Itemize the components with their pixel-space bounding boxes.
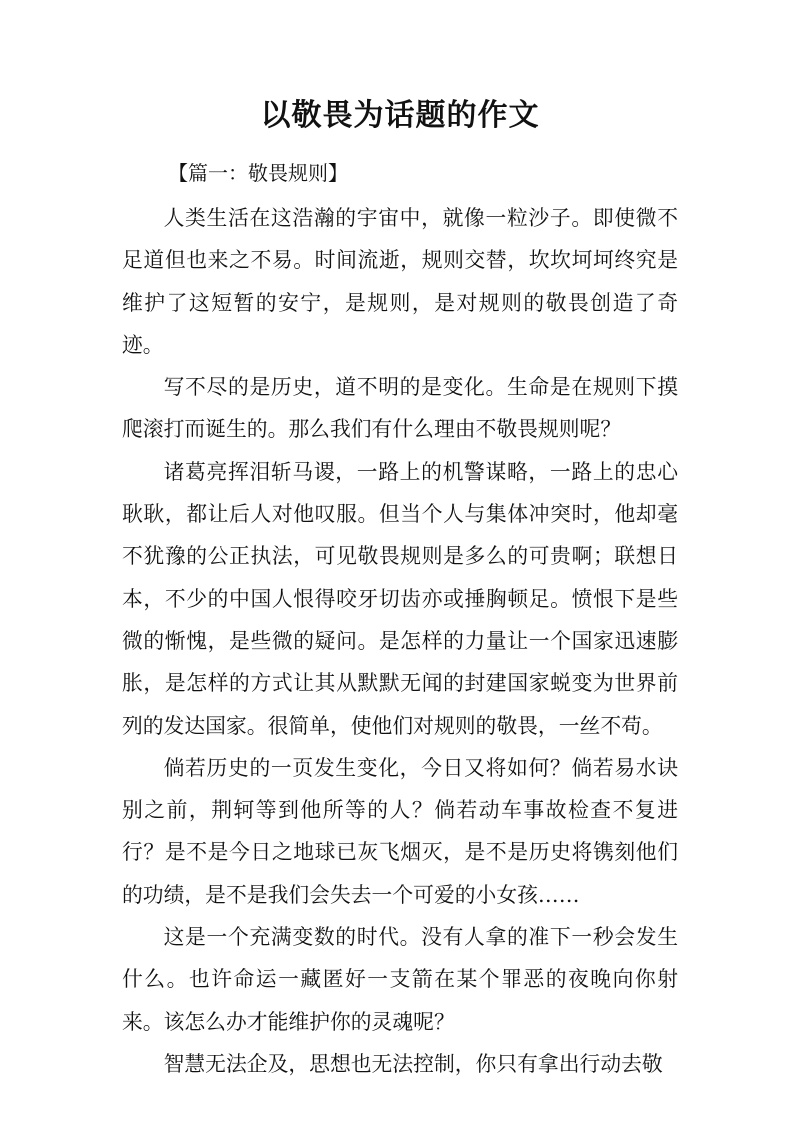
paragraph-2: 写不尽的是历史，道不明的是变化。生命是在规则下摸爬滚打而诞生的。那么我们有什么理由不敬畏规则呢？ [122, 375, 678, 442]
paragraph-5: 这是一个充满变数的时代。没有人拿的准下一秒会发生什么。也许命运一藏匿好一支箭在某个罪恶的夜晚向你射来。该怎么办才能维护你的灵魂呢？ [122, 925, 678, 1034]
section-heading: 【篇一：敬畏规则】 [168, 161, 348, 185]
document-title: 以敬畏为话题的作文 [260, 98, 540, 133]
paragraph-1: 人类生活在这浩瀚的宇宙中，就像一粒沙子。即使微不足道但也来之不易。时间流逝，规则交替，坎坎坷坷终究是维护了这短暂的安宁，是规则，是对规则的敬畏创造了奇迹。 [122, 206, 678, 357]
body-text [122, 197, 678, 1085]
paragraph-6: 智慧无法企及，思想也无法控制，你只有拿出行动去敬 [163, 1051, 663, 1076]
paragraph-3: 诸葛亮挥泪斩马谡，一路上的机警谋略，一路上的忠心耿耿，都让后人对他叹服。但当个人与集体冲突时，他却毫不犹豫的公正执法，可见敬畏规则是多么的可贵啊；联想日本，不少的中国人恨得咬牙切齿亦或捶胸顿足。愤恨下是些微的惭愧，是些微的疑问。是怎样的力量让一个国家迅速膨胀，是怎样的方式让其从默默无闻的封建国家蜕变为世界前列的发达国家。很简单，使他们对规则的敬畏，一丝不苟。 [122, 459, 678, 738]
paragraph-4: 倘若历史的一页发生变化，今日又将如何？倘若易水诀别之前，荆轲等到他所等的人？倘若动车事故检查不复进行？是不是今日之地球已灰飞烟灭，是不是历史将镌刻他们的功绩，是不是我们会失去一个可爱的小女孩…… [122, 755, 678, 907]
